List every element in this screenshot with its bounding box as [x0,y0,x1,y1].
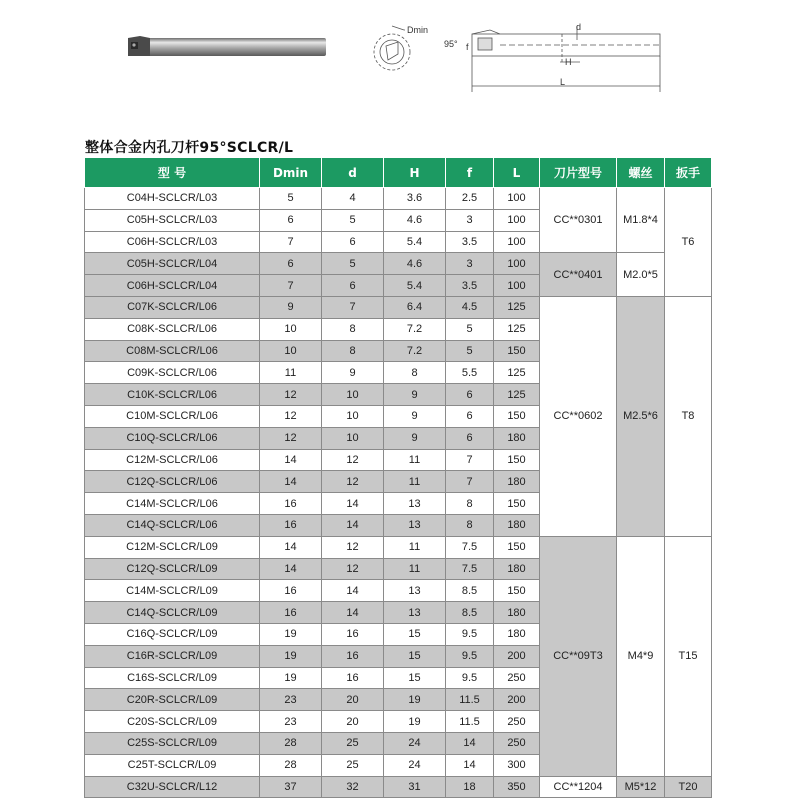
cell-f: 7.5 [446,558,494,580]
cell-f: 7.5 [446,536,494,558]
cell-f: 18 [446,776,494,798]
cell-h: 3.6 [384,188,446,210]
cell-dmin: 6 [260,209,322,231]
header-l: L [494,158,540,188]
cell-d: 14 [322,580,384,602]
cell-h: 9 [384,405,446,427]
header-insert: 刀片型号 [540,158,617,188]
cell-f: 6 [446,405,494,427]
cell-h: 4.6 [384,209,446,231]
cell-d: 7 [322,296,384,318]
header-screw: 螺丝 [617,158,665,188]
cell-f: 14 [446,732,494,754]
cell-f: 3 [446,209,494,231]
cell-l: 180 [494,558,540,580]
cell-model: C08K-SCLCR/L06 [85,318,260,340]
cell-wrench: T15 [665,536,712,776]
cell-d: 20 [322,689,384,711]
cell-dmin: 16 [260,493,322,515]
table-row [85,188,712,210]
cell-model: C04H-SCLCR/L03 [85,188,260,210]
cell-l: 125 [494,296,540,318]
cell-h: 15 [384,645,446,667]
header-f: f [446,158,494,188]
cell-d: 14 [322,602,384,624]
cell-model: C06H-SCLCR/L04 [85,275,260,297]
cell-l: 200 [494,645,540,667]
cell-l: 125 [494,384,540,406]
cell-dmin: 10 [260,318,322,340]
cell-h: 6.4 [384,296,446,318]
cell-dmin: 9 [260,296,322,318]
cell-l: 180 [494,427,540,449]
cell-screw: M2.0*5 [617,253,665,297]
cell-f: 5 [446,340,494,362]
cell-model: C14M-SCLCR/L09 [85,580,260,602]
cell-dmin: 5 [260,188,322,210]
cell-d: 12 [322,471,384,493]
cell-f: 11.5 [446,689,494,711]
cell-l: 100 [494,231,540,253]
cell-l: 100 [494,209,540,231]
cell-h: 11 [384,536,446,558]
cell-h: 13 [384,580,446,602]
table-row [85,536,712,558]
cell-d: 25 [322,754,384,776]
table-row [85,776,712,798]
cell-f: 8.5 [446,580,494,602]
cell-dmin: 12 [260,384,322,406]
cell-l: 250 [494,667,540,689]
cell-f: 9.5 [446,645,494,667]
cell-f: 4.5 [446,296,494,318]
cell-f: 9.5 [446,667,494,689]
cell-l: 150 [494,449,540,471]
cell-d: 14 [322,493,384,515]
cell-dmin: 28 [260,754,322,776]
cell-f: 8.5 [446,602,494,624]
cell-l: 150 [494,493,540,515]
cell-model: C05H-SCLCR/L03 [85,209,260,231]
cell-h: 15 [384,667,446,689]
cell-f: 6 [446,427,494,449]
cell-d: 10 [322,427,384,449]
cell-h: 13 [384,602,446,624]
cell-d: 8 [322,340,384,362]
cell-screw: M4*9 [617,536,665,776]
cell-f: 5 [446,318,494,340]
cell-f: 3.5 [446,275,494,297]
cell-dmin: 12 [260,405,322,427]
f-label: f [466,42,469,52]
table-body [85,188,712,798]
cell-model: C25T-SCLCR/L09 [85,754,260,776]
cell-screw: M1.8*4 [617,188,665,253]
l-label: L [560,77,566,87]
d-label: d [576,22,582,32]
cell-dmin: 10 [260,340,322,362]
cell-model: C10Q-SCLCR/L06 [85,427,260,449]
cell-insert: CC**0301 [540,188,617,253]
cell-f: 8 [446,514,494,536]
cell-h: 13 [384,514,446,536]
cell-model: C08M-SCLCR/L06 [85,340,260,362]
cell-f: 7 [446,449,494,471]
cell-dmin: 7 [260,275,322,297]
cell-l: 180 [494,514,540,536]
table-header [85,158,712,188]
cell-wrench: T20 [665,776,712,798]
cell-model: C07K-SCLCR/L06 [85,296,260,318]
h-label: H [565,57,572,67]
cell-l: 250 [494,711,540,733]
cell-dmin: 16 [260,514,322,536]
cell-model: C12M-SCLCR/L06 [85,449,260,471]
cell-screw: M5*12 [617,776,665,798]
cell-wrench: T8 [665,296,712,536]
cell-d: 9 [322,362,384,384]
cell-d: 14 [322,514,384,536]
end-view-diagram [374,26,410,70]
cell-d: 12 [322,558,384,580]
header-wrench: 扳手 [665,158,712,188]
cell-f: 5.5 [446,362,494,384]
table-row [85,296,712,318]
header-d: d [322,158,384,188]
cell-dmin: 14 [260,471,322,493]
cell-dmin: 28 [260,732,322,754]
cell-d: 12 [322,536,384,558]
cell-wrench: T6 [665,188,712,297]
cell-h: 9 [384,384,446,406]
cell-dmin: 11 [260,362,322,384]
cell-h: 11 [384,471,446,493]
cell-h: 11 [384,558,446,580]
cell-model: C32U-SCLCR/L12 [85,776,260,798]
cell-model: C12Q-SCLCR/L06 [85,471,260,493]
cell-dmin: 16 [260,580,322,602]
cell-l: 350 [494,776,540,798]
cell-d: 5 [322,253,384,275]
cell-f: 8 [446,493,494,515]
cell-model: C20R-SCLCR/L09 [85,689,260,711]
cell-model: C12Q-SCLCR/L09 [85,558,260,580]
cell-dmin: 23 [260,711,322,733]
cell-model: C06H-SCLCR/L03 [85,231,260,253]
cell-l: 150 [494,340,540,362]
cell-h: 19 [384,711,446,733]
cell-dmin: 12 [260,427,322,449]
cell-h: 13 [384,493,446,515]
header-model: 型 号 [85,158,260,188]
cell-model: C14Q-SCLCR/L06 [85,514,260,536]
cell-dmin: 14 [260,558,322,580]
cell-model: C25S-SCLCR/L09 [85,732,260,754]
cell-h: 8 [384,362,446,384]
cell-h: 5.4 [384,231,446,253]
cell-l: 180 [494,602,540,624]
cell-dmin: 19 [260,645,322,667]
cell-l: 250 [494,732,540,754]
header-h: H [384,158,446,188]
cell-h: 9 [384,427,446,449]
cell-model: C16R-SCLCR/L09 [85,645,260,667]
cell-screw: M2.5*6 [617,296,665,536]
cell-d: 32 [322,776,384,798]
cell-l: 180 [494,471,540,493]
cell-h: 31 [384,776,446,798]
cell-d: 8 [322,318,384,340]
cell-d: 10 [322,405,384,427]
page-title: 整体合金内孔刀杆95°SCLCR/L [85,140,294,156]
cell-dmin: 23 [260,689,322,711]
cell-l: 300 [494,754,540,776]
cell-h: 4.6 [384,253,446,275]
cell-d: 6 [322,275,384,297]
cell-d: 20 [322,711,384,733]
cell-l: 200 [494,689,540,711]
angle-label: 95° [444,39,458,49]
cell-dmin: 7 [260,231,322,253]
cell-h: 11 [384,449,446,471]
cell-f: 2.5 [446,188,494,210]
table-row [85,253,712,275]
cell-l: 125 [494,362,540,384]
cell-l: 150 [494,405,540,427]
cell-h: 7.2 [384,318,446,340]
cell-d: 16 [322,623,384,645]
cell-dmin: 19 [260,623,322,645]
cell-f: 11.5 [446,711,494,733]
cell-l: 150 [494,580,540,602]
product-illustration [0,0,800,140]
cell-model: C12M-SCLCR/L09 [85,536,260,558]
cell-model: C10K-SCLCR/L06 [85,384,260,406]
cell-model: C10M-SCLCR/L06 [85,405,260,427]
cell-f: 6 [446,384,494,406]
cell-f: 3.5 [446,231,494,253]
cell-d: 16 [322,645,384,667]
cell-dmin: 19 [260,667,322,689]
cell-dmin: 6 [260,253,322,275]
boring-bar-photo [128,36,326,56]
cell-f: 7 [446,471,494,493]
cell-d: 10 [322,384,384,406]
cell-dmin: 14 [260,449,322,471]
cell-h: 19 [384,689,446,711]
cell-f: 9.5 [446,623,494,645]
cell-insert: CC**0401 [540,253,617,297]
cell-dmin: 14 [260,536,322,558]
cell-l: 100 [494,275,540,297]
cell-model: C16Q-SCLCR/L09 [85,623,260,645]
cell-f: 14 [446,754,494,776]
spec-table [84,157,712,798]
cell-f: 3 [446,253,494,275]
cell-d: 4 [322,188,384,210]
cell-model: C20S-SCLCR/L09 [85,711,260,733]
cell-l: 125 [494,318,540,340]
cell-insert: CC**1204 [540,776,617,798]
cell-insert: CC**0602 [540,296,617,536]
cell-model: C09K-SCLCR/L06 [85,362,260,384]
cell-h: 24 [384,732,446,754]
cell-h: 24 [384,754,446,776]
cell-h: 15 [384,623,446,645]
cell-insert: CC**09T3 [540,536,617,776]
cell-l: 100 [494,188,540,210]
cell-model: C05H-SCLCR/L04 [85,253,260,275]
header-dmin: Dmin [260,158,322,188]
cell-dmin: 37 [260,776,322,798]
cell-model: C14M-SCLCR/L06 [85,493,260,515]
cell-h: 5.4 [384,275,446,297]
cell-l: 150 [494,536,540,558]
cell-d: 25 [322,732,384,754]
cell-dmin: 16 [260,602,322,624]
cell-d: 12 [322,449,384,471]
cell-d: 6 [322,231,384,253]
dmin-label: Dmin [407,25,429,35]
cell-d: 5 [322,209,384,231]
cell-model: C14Q-SCLCR/L09 [85,602,260,624]
cell-model: C16S-SCLCR/L09 [85,667,260,689]
cell-l: 180 [494,623,540,645]
cell-h: 7.2 [384,340,446,362]
cell-d: 16 [322,667,384,689]
cell-l: 100 [494,253,540,275]
